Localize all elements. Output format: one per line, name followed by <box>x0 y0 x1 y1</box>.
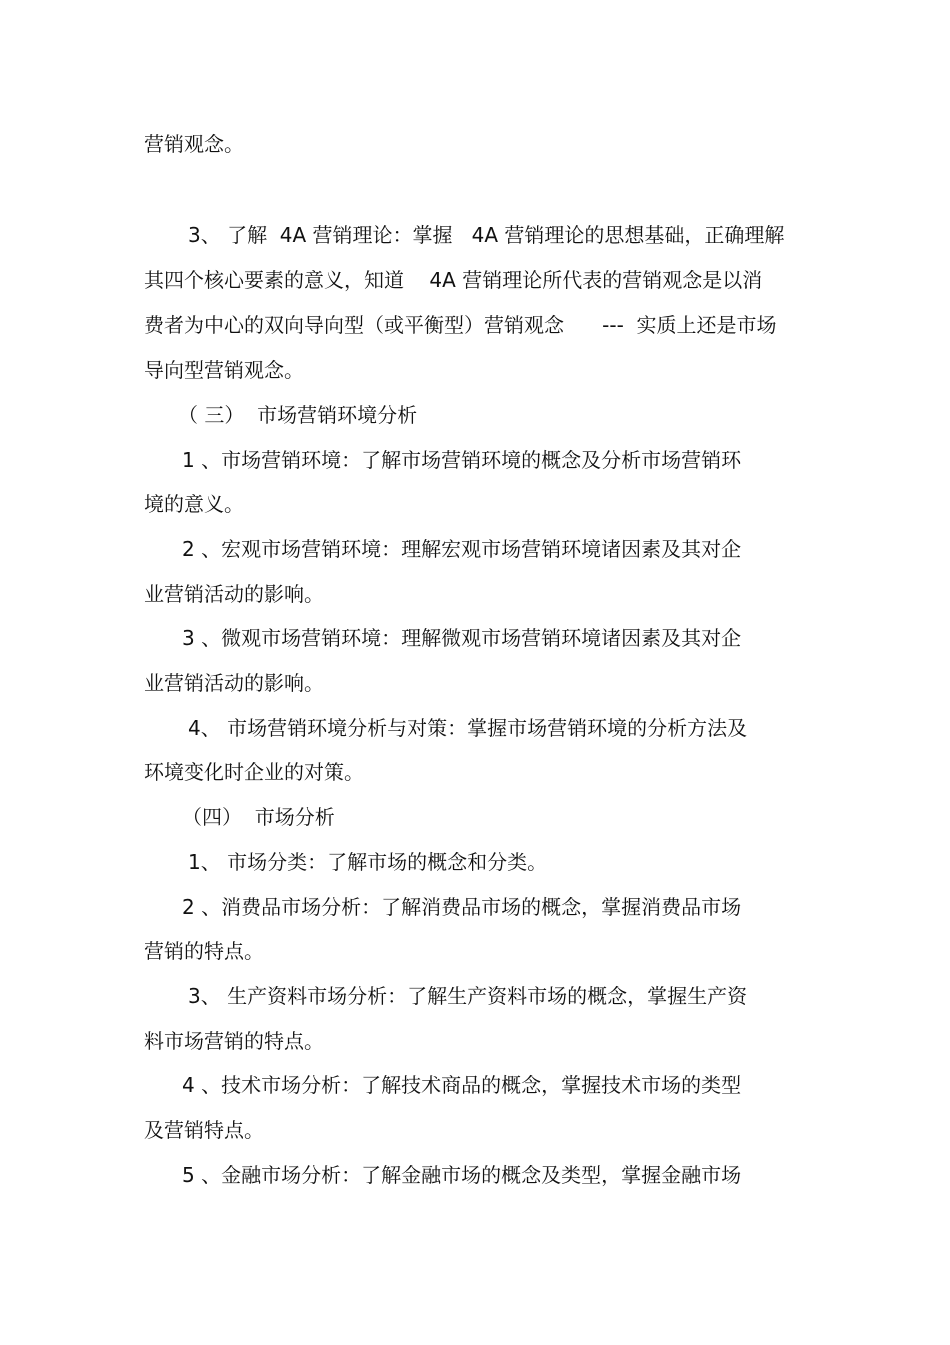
text-line-12: 业营销活动的影响。 <box>144 671 324 695</box>
text-line-22: 及营销特点。 <box>144 1118 264 1142</box>
section-heading-4: （四） 市场分析 <box>182 805 335 829</box>
text-line-5: 导向型营销观念。 <box>144 358 304 382</box>
text-line-9: 2 、宏观市场营销环境：理解宏观市场营销环境诸因素及其对企 <box>182 537 742 561</box>
text-line-17: 2 、消费品市场分析：了解消费品市场的概念，掌握消费品市场 <box>182 895 742 919</box>
text-line-3: 其四个核心要素的意义，知道 4A 营销理论所代表的营销观念是以消 <box>144 268 763 292</box>
text-line-7: 1 、市场营销环境：了解市场营销环境的概念及分析市场营销环 <box>182 448 742 472</box>
section-heading-3: （ 三） 市场营销环境分析 <box>178 403 418 427</box>
text-line-13: 4、 市场营销环境分析与对策：掌握市场营销环境的分析方法及 <box>188 716 748 740</box>
text-line-23: 5 、金融市场分析：了解金融市场的概念及类型，掌握金融市场 <box>182 1163 742 1187</box>
text-line-20: 料市场营销的特点。 <box>144 1029 324 1053</box>
text-line-4: 费者为中心的双向导向型（或平衡型）营销观念 --- 实质上还是市场 <box>144 313 777 337</box>
text-line-8: 境的意义。 <box>144 492 244 516</box>
text-line-19: 3、 生产资料市场分析：了解生产资料市场的概念，掌握生产资 <box>188 984 748 1008</box>
text-line-11: 3 、微观市场营销环境：理解微观市场营销环境诸因素及其对企 <box>182 626 742 650</box>
text-line-10: 业营销活动的影响。 <box>144 582 324 606</box>
text-line-14: 环境变化时企业的对策。 <box>144 760 364 784</box>
text-line-21: 4 、技术市场分析：了解技术商品的概念，掌握技术市场的类型 <box>182 1073 742 1097</box>
text-line-2: 3、 了解 4A 营销理论：掌握 4A 营销理论的思想基础，正确理解 <box>188 223 785 247</box>
text-line-1: 营销观念。 <box>144 132 244 156</box>
text-line-16: 1、 市场分类：了解市场的概念和分类。 <box>188 850 548 874</box>
text-line-18: 营销的特点。 <box>144 939 264 963</box>
